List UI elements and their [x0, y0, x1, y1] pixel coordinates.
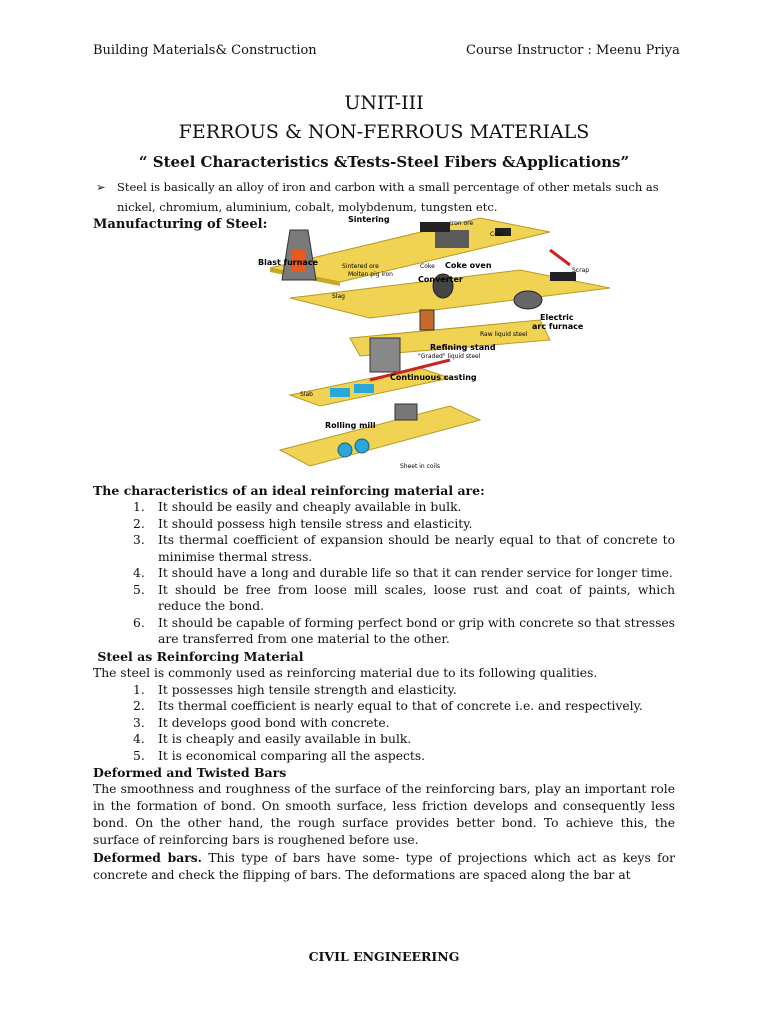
steel-reinforcing-title: Steel as Reinforcing Material — [93, 648, 304, 664]
characteristics-list — [93, 499, 675, 648]
content-body — [93, 482, 675, 884]
list-item: 6. It should be capable of forming perfect bond or grip with concrete so that stresses are transferred from one material to the other. — [133, 615, 675, 646]
arrow-bullet-icon: ➢ — [96, 180, 106, 194]
label-coal: Coal — [490, 231, 504, 238]
label-blast-furnace: Blast furnace — [258, 258, 318, 267]
list-item: 1. It possesses high tensile strength and elasticity. — [133, 682, 457, 697]
electric-arc-furnace — [514, 291, 542, 309]
flow-arrow-1 — [550, 250, 570, 265]
label-coke-oven: Coke oven — [445, 261, 492, 270]
label-converter: Converter — [418, 275, 463, 284]
label-coke: Coke — [420, 263, 435, 270]
deformed-bars-definition — [93, 849, 675, 884]
list-item: 3. Its thermal coefficient of expansion should be nearly equal to that of concrete to minimise thermal stress. — [133, 533, 675, 564]
label-scrap: Scrap — [572, 267, 590, 274]
label-sintered-ore: Sintered ore — [342, 263, 379, 270]
label-iron-ore: Iron ore — [450, 220, 474, 227]
label-graded-liquid-steel: "Graded" liquid steel — [418, 353, 481, 360]
label-refining-stand: Refining stand — [430, 343, 496, 352]
coil-2 — [355, 439, 369, 453]
label-arc-furnace: arc furnace — [532, 322, 584, 331]
label-raw-liquid-steel: Raw liquid steel — [480, 331, 528, 338]
deformed-bars-label: Deformed bars. — [93, 850, 202, 865]
page-footer: CIVIL ENGINEERING — [308, 949, 460, 964]
slab-2 — [354, 384, 374, 393]
deformed-bars-text: This type of bars have some- type of projections which act as keys for concrete and check the flipping of bars. The deformations are spaced along the bar at — [93, 851, 675, 882]
steel-manufacturing-diagram — [250, 210, 614, 472]
casting-machine — [370, 338, 400, 372]
label-continuous-casting: Continuous casting — [390, 373, 477, 382]
header-instructor: Course Instructor : Meenu Priya — [466, 43, 680, 58]
platform-rolling — [280, 406, 480, 466]
label-molten-pig-iron: Molten pig iron — [348, 271, 393, 278]
main-title: FERROUS & NON-FERROUS MATERIALS — [178, 121, 590, 143]
characteristics-title: The characteristics of an ideal reinforcing material are: — [93, 483, 485, 498]
list-item: 5. It is economical comparing all the aspects. — [133, 748, 426, 763]
label-slab: Slab — [300, 391, 313, 398]
coke-oven — [435, 230, 469, 248]
list-item: 4. It should have a long and durable life so that it can render service for longer time. — [133, 566, 673, 580]
header-course-title: Building Materials& Construction — [93, 43, 317, 58]
steel-qualities-list — [93, 682, 675, 765]
slab-1 — [330, 388, 350, 397]
list-item: 2. Its thermal coefficient is nearly equal to that of concrete i.e. and respectively. — [133, 699, 643, 713]
list-item: 1. It should be easily and cheaply available in bulk. — [133, 500, 462, 514]
unit-title: UNIT-III — [344, 92, 424, 114]
subtitle: “ Steel Characteristics &Tests-Steel Fibers &Applications” — [138, 153, 630, 171]
list-item: 3. It develops good bond with concrete. — [133, 715, 390, 730]
list-item: 2. It should possess high tensile stress and elasticity. — [133, 516, 473, 531]
steel-reinforcing-intro: The steel is commonly used as reinforcing material due to its following qualities. — [93, 665, 598, 680]
iron-ore-pile — [420, 222, 450, 232]
intro-text: Steel is basically an alloy of iron and carbon with a small percentage of other metals such as nickel, chromium, aluminium, cobalt, molybdenum, tungsten etc. — [117, 180, 659, 214]
manufacturing-label: Manufacturing of Steel: — [93, 217, 268, 232]
refining-ladle — [420, 310, 434, 330]
label-rolling-mill: Rolling mill — [325, 421, 376, 430]
label-slag: Slag — [332, 293, 345, 300]
list-item: 5. It should be free from loose mill scales, loose rust and coat of paints, which reduce the bond. — [133, 582, 675, 613]
list-item: 4. It is cheaply and easily available in bulk. — [133, 732, 412, 746]
coil-1 — [338, 443, 352, 457]
label-sheet-in-coils: Sheet in coils — [400, 463, 441, 470]
deformed-bars-title: Deformed and Twisted Bars — [93, 765, 287, 780]
rolling-stand — [395, 404, 417, 420]
label-electric: Electric — [540, 313, 574, 322]
label-sintering: Sintering — [348, 215, 390, 224]
deformed-bars-paragraph: The smoothness and roughness of the surface of the reinforcing bars, play an important role in the formation of bond. On smooth surface, less friction develops and consequently less bond. On the other hand, the rough surface provides better bond. To achieve this, the surface of reinforcing bars is roughened before use. — [93, 782, 675, 847]
